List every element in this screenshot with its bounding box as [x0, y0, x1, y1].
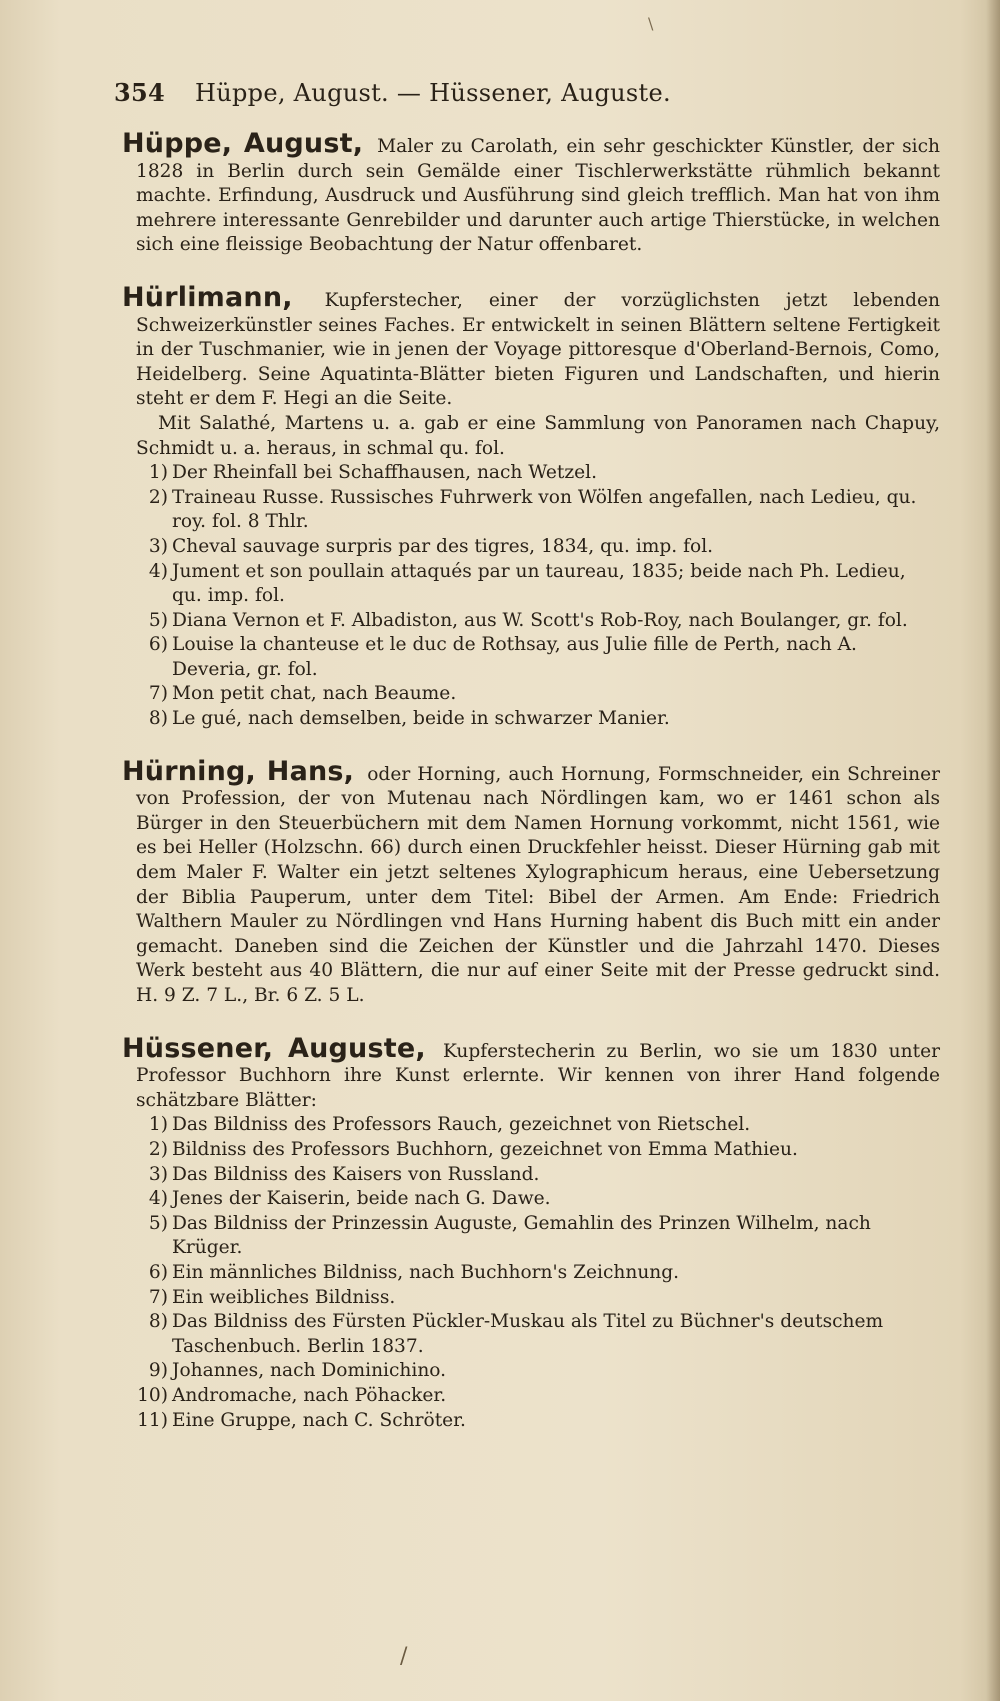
- entry-text: oder Horning, auch Hornung, Formschneider, ein Schreiner von Profession, der von Mutenau nach Nördlingen kam, wo er 1461 schon als Bürger in den Steuerbüchern mit dem Namen Hornung vorkommt, nicht 1561, wie es bei Heller (Holzschn. 66) durch einen Druckfehler heisst. Dieser Hürning gab mit dem Maler F. Walter ein jetzt seltenes Xylographicum heraus, eine Uebersetzung der Biblia Pauperum, unter dem Titel: Bibel der Armen. Am Ende: Friedrich Walthern Mauler zu Nördlingen vnd Hans Hurning habent dis Buch mitt ein ander gemacht. Daneben sind die Zeichen der Künstler und die Jahrzahl 1470. Dieses Werk besteht aus 40 Blättern, die nur auf einer Seite mit der Presse gedruckt sind. H. 9 Z. 7 L., Br. 6 Z. 5 L.: [136, 763, 940, 1006]
- list-item: [148, 486, 940, 535]
- item-text: Ein männliches Bildniss, nach Buchhorn's Zeichnung.: [172, 1261, 680, 1283]
- entry-text: Kupferstecherin zu Berlin, wo sie um 1830 unter Professor Buchhorn ihre Kunst erlernte. Wir kennen von ihrer Hand folgende schätzbare Blätter:: [136, 1040, 940, 1111]
- item-number: 6): [148, 1261, 168, 1283]
- page-edge-shadow: [986, 0, 1000, 1701]
- item-number: 4): [148, 1188, 168, 1210]
- item-text: Das Bildniss der Prinzessin Auguste, Gemahlin des Prinzen Wilhelm, nach Krüger.: [172, 1212, 871, 1259]
- item-number: 6): [148, 634, 168, 656]
- item-text: Das Bildniss des Professors Rauch, gezeichnet von Rietschel.: [172, 1114, 751, 1136]
- item-number: 7): [148, 1286, 168, 1308]
- item-number: 5): [148, 609, 168, 631]
- item-number: 1): [148, 1114, 168, 1136]
- entry-paragraph: [122, 128, 940, 258]
- entry-text: Kupferstecher, einer der vorzüglichsten jetzt lebenden Schweizerkünstler seines Faches. Er entwickelt in seinen Blättern seltene Fertigkeit in der Tuschmanier, wie in jenen der Voyage pittoresque d'Oberland-Bernois, Como, Heidelberg. Seine Aquatinta-Blätter bieten Figuren und Landschaften, und hierin steht er dem F. Hegi an die Seite.: [136, 289, 940, 410]
- item-number: 10): [137, 1384, 168, 1406]
- item-number: 4): [148, 560, 168, 582]
- item-text: Johannes, nach Dominichino.: [172, 1360, 447, 1382]
- item-text: Diana Vernon et F. Albadiston, aus W. Scott's Rob-Roy, nach Boulanger, gr. fol.: [172, 609, 908, 631]
- item-text: Das Bildniss des Fürsten Pückler-Muskau als Titel zu Büchner's deutschem Taschenbuch. Berlin 1837.: [172, 1311, 884, 1357]
- item-number: 8): [148, 1311, 168, 1333]
- item-number: 2): [148, 486, 168, 508]
- list-item: [148, 1310, 940, 1359]
- item-text: Das Bildniss des Kaisers von Russland.: [172, 1163, 540, 1185]
- entry-paragraph: [122, 1032, 940, 1114]
- list-item: [148, 535, 940, 560]
- bottom-mark: /: [400, 1644, 408, 1669]
- item-text: Andromache, nach Pöhacker.: [172, 1384, 447, 1406]
- item-text: Traineau Russe. Russisches Fuhrwerk von Wölfen angefallen, nach Ledieu, qu. roy. fol. 8 Thlr.: [172, 486, 917, 533]
- item-number: 3): [148, 1163, 168, 1185]
- entry-huerning: [122, 755, 940, 1009]
- item-number: 5): [148, 1212, 168, 1234]
- entry-paragraph-2: Mit Salathé, Martens u. a. gab er eine Sammlung von Panoramen nach Chapuy, Schmidt u. a. heraus, in schmal qu. fol.: [136, 412, 940, 459]
- entry-paragraph: [122, 281, 940, 412]
- list-item: [148, 1359, 940, 1384]
- headword: Hürlimann,: [122, 281, 293, 313]
- item-text: Ein weibliches Bildniss.: [172, 1286, 396, 1308]
- item-text: Bildniss des Professors Buchhorn, gezeichnet von Emma Mathieu.: [172, 1138, 798, 1160]
- entry-text: Maler zu Carolath, ein sehr geschickter Künstler, der sich 1828 in Berlin durch sein Gemälde einer Tischlerwerkstätte rühmlich bekannt machte. Erfindung, Ausdruck und Ausführung sind gleich trefflich. Man hat von ihm mehrere interessante Genrebilder und darunter auch artige Thierstücke, in welchen sich eine fleissige Beobachtung der Natur offenbaret.: [136, 136, 940, 256]
- list-item: [148, 707, 940, 732]
- item-text: Le gué, nach demselben, beide in schwarzer Manier.: [172, 708, 670, 730]
- list-item: [148, 1261, 940, 1286]
- list-item: [148, 1212, 940, 1261]
- item-text: Mon petit chat, nach Beaume.: [172, 683, 457, 705]
- item-text: Der Rheinfall bei Schaffhausen, nach Wetzel.: [172, 462, 598, 484]
- entry-hueppe: [122, 128, 940, 258]
- headword: Hüppe, August,: [122, 128, 364, 159]
- headword: Hüssener, Auguste,: [122, 1032, 426, 1064]
- item-number: 7): [148, 683, 168, 705]
- item-text: Jenes der Kaiserin, beide nach G. Dawe.: [172, 1188, 551, 1210]
- headword: Hürning, Hans,: [122, 755, 355, 787]
- list-item: [148, 1163, 940, 1188]
- item-number: 1): [148, 462, 168, 484]
- item-text: Jument et son poullain attaqués par un taureau, 1835; beide nach Ph. Ledieu, qu. imp. fol.: [172, 560, 906, 607]
- page-number: 354: [114, 78, 165, 107]
- list-item: [137, 1409, 940, 1434]
- list-item: [148, 1286, 940, 1311]
- item-number: 8): [148, 708, 168, 730]
- list-item: [148, 1138, 940, 1163]
- list-item: [148, 461, 940, 486]
- entry-huessener: [122, 1032, 940, 1434]
- running-title: Hüppe, August. — Hüssener, Auguste.: [195, 79, 671, 107]
- item-number: 3): [148, 535, 168, 557]
- list-item: [148, 560, 940, 609]
- list-item: [148, 682, 940, 707]
- item-text: Louise la chanteuse et le duc de Rothsay, aus Julie fille de Perth, nach A. Deveria, gr. fol.: [172, 634, 857, 680]
- running-header: [114, 78, 874, 107]
- entry-paragraph: [122, 755, 940, 1009]
- item-text: Eine Gruppe, nach C. Schröter.: [172, 1409, 466, 1431]
- list-item: [137, 1384, 940, 1409]
- list-item: [148, 1113, 940, 1138]
- list-item: [148, 1187, 940, 1212]
- item-text: Cheval sauvage surpris par des tigres, 1834, qu. imp. fol.: [172, 535, 714, 557]
- list-item: [148, 633, 940, 682]
- entry-huerlimann: [122, 281, 940, 732]
- item-number: 11): [137, 1409, 168, 1431]
- list-item: [148, 609, 940, 634]
- works-list: [122, 461, 940, 732]
- item-number: 2): [148, 1138, 168, 1160]
- item-number: 9): [148, 1360, 168, 1382]
- works-list: [122, 1113, 940, 1433]
- page-text: [122, 128, 940, 1461]
- top-mark: \: [648, 14, 654, 33]
